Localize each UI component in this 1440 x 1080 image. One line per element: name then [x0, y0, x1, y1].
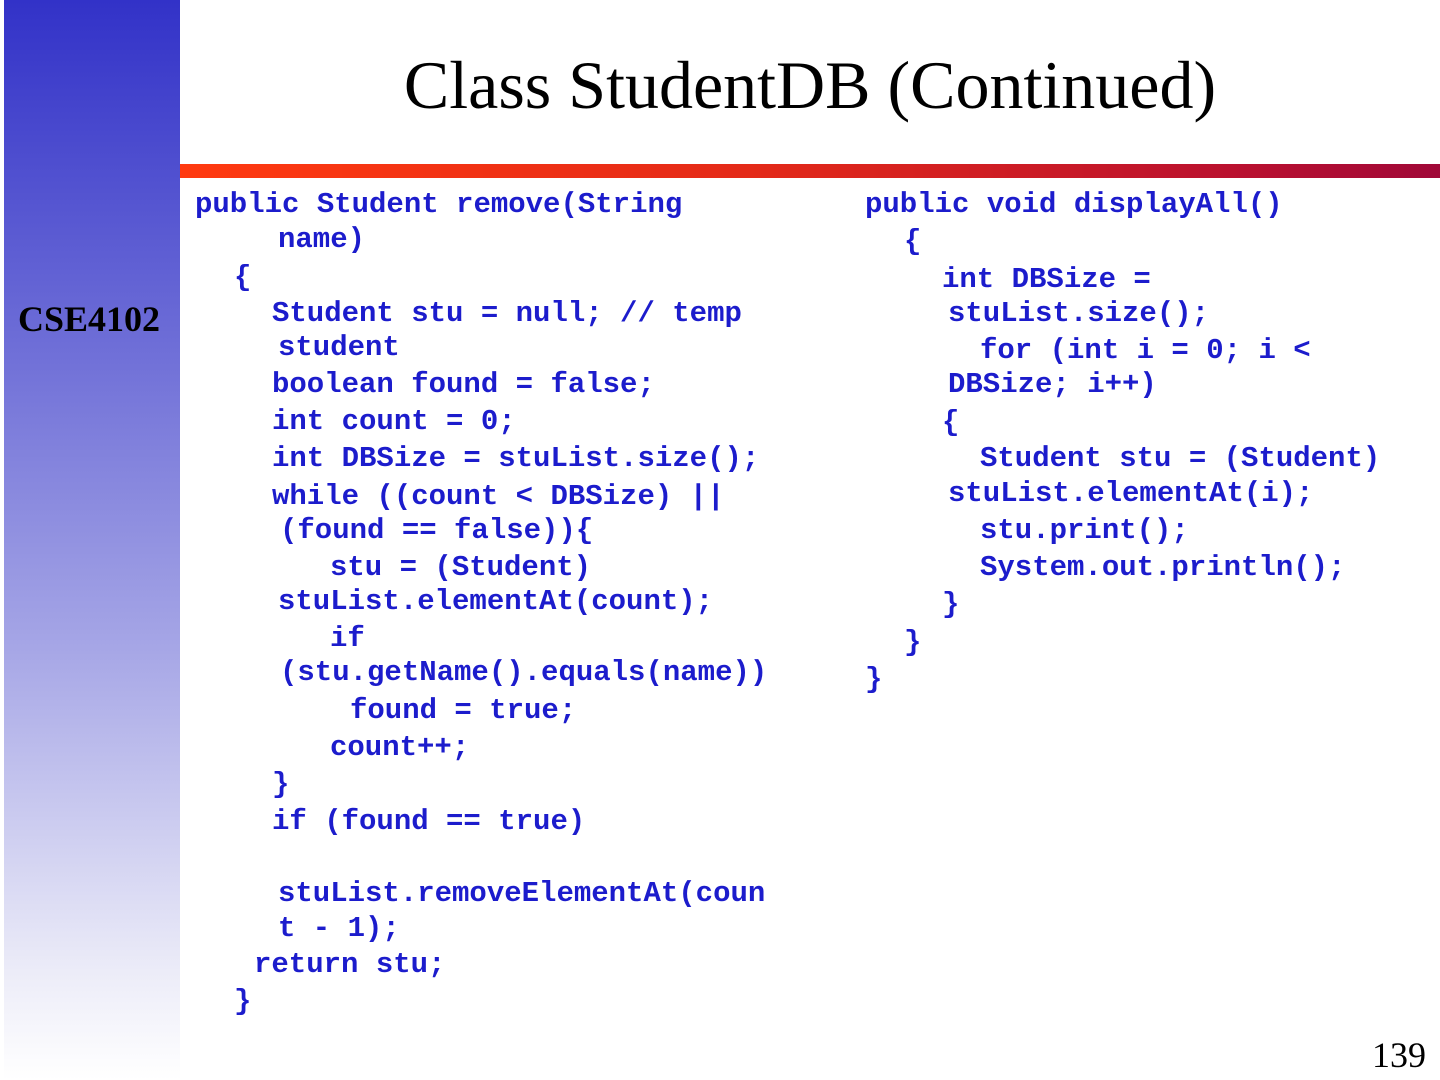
- code-line: }: [272, 768, 290, 801]
- code-line: DBSize; i++): [948, 368, 1157, 401]
- code-line: Student stu = (Student): [980, 442, 1381, 475]
- code-line: int DBSize = stuList.size();: [272, 442, 760, 475]
- code-line: student: [278, 331, 400, 364]
- code-line: stuList.size();: [948, 297, 1210, 330]
- code-line: stuList.removeElementAt(coun: [278, 877, 766, 910]
- code-line: Student stu = null; // temp: [272, 297, 742, 330]
- code-line: stu = (Student): [330, 551, 592, 584]
- code-line: public void displayAll(): [865, 188, 1283, 221]
- course-code: CSE4102: [18, 299, 161, 339]
- code-line: while ((count < DBSize) ||: [272, 480, 725, 513]
- code-line: name): [278, 223, 366, 256]
- code-line: count++;: [330, 731, 470, 764]
- code-line: (stu.getName().equals(name)): [280, 656, 768, 689]
- code-line: for (int i = 0; i <: [980, 334, 1311, 367]
- code-line: }: [865, 663, 883, 696]
- page-number: 139: [1372, 1035, 1426, 1075]
- code-line: public Student remove(String: [195, 188, 683, 221]
- code-line: System.out.println();: [980, 551, 1346, 584]
- code-line: stuList.elementAt(count);: [278, 585, 714, 618]
- code-line: {: [904, 225, 922, 258]
- code-line: {: [942, 406, 960, 439]
- code-line: return stu;: [254, 948, 446, 981]
- code-line: found = true;: [350, 694, 577, 727]
- code-line: }: [234, 985, 252, 1018]
- code-line: (found == false)){: [280, 514, 594, 547]
- sidebar-gradient: [4, 0, 180, 1080]
- code-line: }: [942, 588, 960, 621]
- code-line: }: [904, 626, 922, 659]
- code-line: stu.print();: [980, 514, 1189, 547]
- title-divider: [180, 164, 1440, 178]
- code-line: stuList.elementAt(i);: [948, 477, 1314, 510]
- code-line: t - 1);: [278, 912, 400, 945]
- code-line: {: [234, 261, 252, 294]
- code-line: boolean found = false;: [272, 368, 655, 401]
- code-line: int DBSize =: [942, 263, 1151, 296]
- code-line: if: [330, 622, 365, 655]
- slide-title: Class StudentDB (Continued): [403, 47, 1217, 123]
- code-line: int count = 0;: [272, 405, 516, 438]
- code-line: if (found == true): [272, 805, 586, 838]
